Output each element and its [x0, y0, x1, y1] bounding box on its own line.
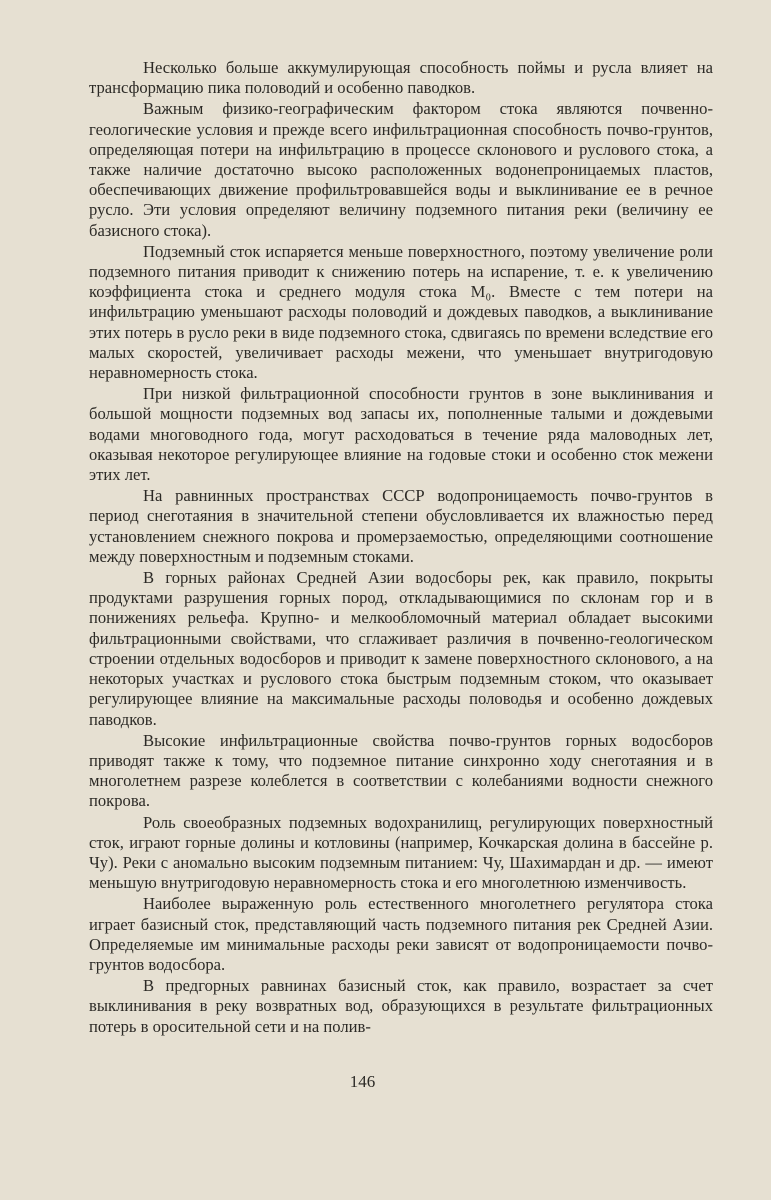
paragraph: При низкой фильтрационной способности грунтов в зоне выклинивания и большой мощности подземных вод запасы их, пополненные талыми и дождевыми водами многоводного года, могут расходоваться в течение ряда маловодных лет, оказывая некоторое регулирующее влияние на годовые стоки и особенно сток межени этих лет. — [89, 384, 713, 485]
paragraph: В предгорных равнинах базисный сток, как правило, возрастает за счет выклинивания в реку возвратных вод, образующихся в результате фильтрационных потерь в оросительной сети и на полив- — [89, 976, 713, 1036]
paragraph: Наиболее выраженную роль естественного многолетнего регулятора стока играет базисный сток, представляющий часть подземного питания рек Средней Азии. Определяемые им минимальные расходы реки зависят от водопроницаемости почво-грунтов водосбора. — [89, 894, 713, 974]
paragraph: Высокие инфильтрационные свойства почво-грунтов горных водосборов приводят также к тому, что подземное питание синхронно ходу снеготаяния и в многолетнем разрезе колеблется в соответствии с колебаниями водности снежного покрова. — [89, 730, 713, 811]
paragraph: Роль своеобразных подземных водохранилищ, регулирующих поверхностный сток, играют горные долины и котловины (например, Кочкарская долина в бассейне р. Чу). Реки с аномально высоким подземным питанием: Чу, Шахимардан и др. — имеют меньшую внутригодовую неравномерность стока и его многолетнюю изменчивость. — [89, 812, 713, 893]
paragraph: На равнинных пространствах СССР водопроницаемость почво-грунтов в период снеготаяния в значительной степени обусловливается их влажностью перед установлением снежного покрова и промерзаемостью, определяющими соотношение между поверхностным и подземным стоками. — [89, 486, 713, 566]
paragraph: Важным физико-географическим фактором стока являются почвенно-геологические условия и прежде всего инфильтрационная способность почво-грунтов, определяющая потери на инфильтрацию в процессе склонового и руслового стока, а также наличие достаточно высоко расположенных водонепроницаемых пластов, обеспечивающих движение профильтровавшейся воды и выклинивание ее в речное русло. Эти условия определяют величину подземного питания реки (величину ее базисного стока). — [89, 99, 713, 240]
paragraph: Подземный сток испаряется меньше поверхностного, поэтому увеличение роли подземного питания приводит к снижению потерь на испарение, т. е. к увеличению коэффициента стока и среднего модуля стока M₀. Вместе с тем потери на инфильтрацию уменьшают расходы половодий и дождевых паводков, а выклинивание этих потерь в русло реки в виде подземного стока, сдвигаясь по времени вследствие его малых скоростей, увеличивает расходы межени, что уменьшает внутригодовую неравномерность стока. — [89, 241, 713, 383]
paragraph: В горных районах Средней Азии водосборы рек, как правило, покрыты продуктами разрушения горных пород, откладывающимися по склонам гор и в понижениях рельефа. Крупно- и мелкообломочный материал обладает высокими фильтрационными свойствами, что сглаживает различия в почвенно-геологическом строении отдельных водосборов и приводит к замене поверхностного склонового, а на некоторых участках и руслового стока быстрым подземным стоком, что оказывает регулирующее влияние на максимальные расходы половодья и особенно дождевых паводков. — [89, 568, 713, 729]
body-text — [89, 58, 713, 1037]
page-number: 146 — [349, 1072, 376, 1091]
paragraph: Несколько больше аккумулирующая способность поймы и русла влияет на трансформацию пика половодий и особенно паводков. — [89, 58, 713, 98]
